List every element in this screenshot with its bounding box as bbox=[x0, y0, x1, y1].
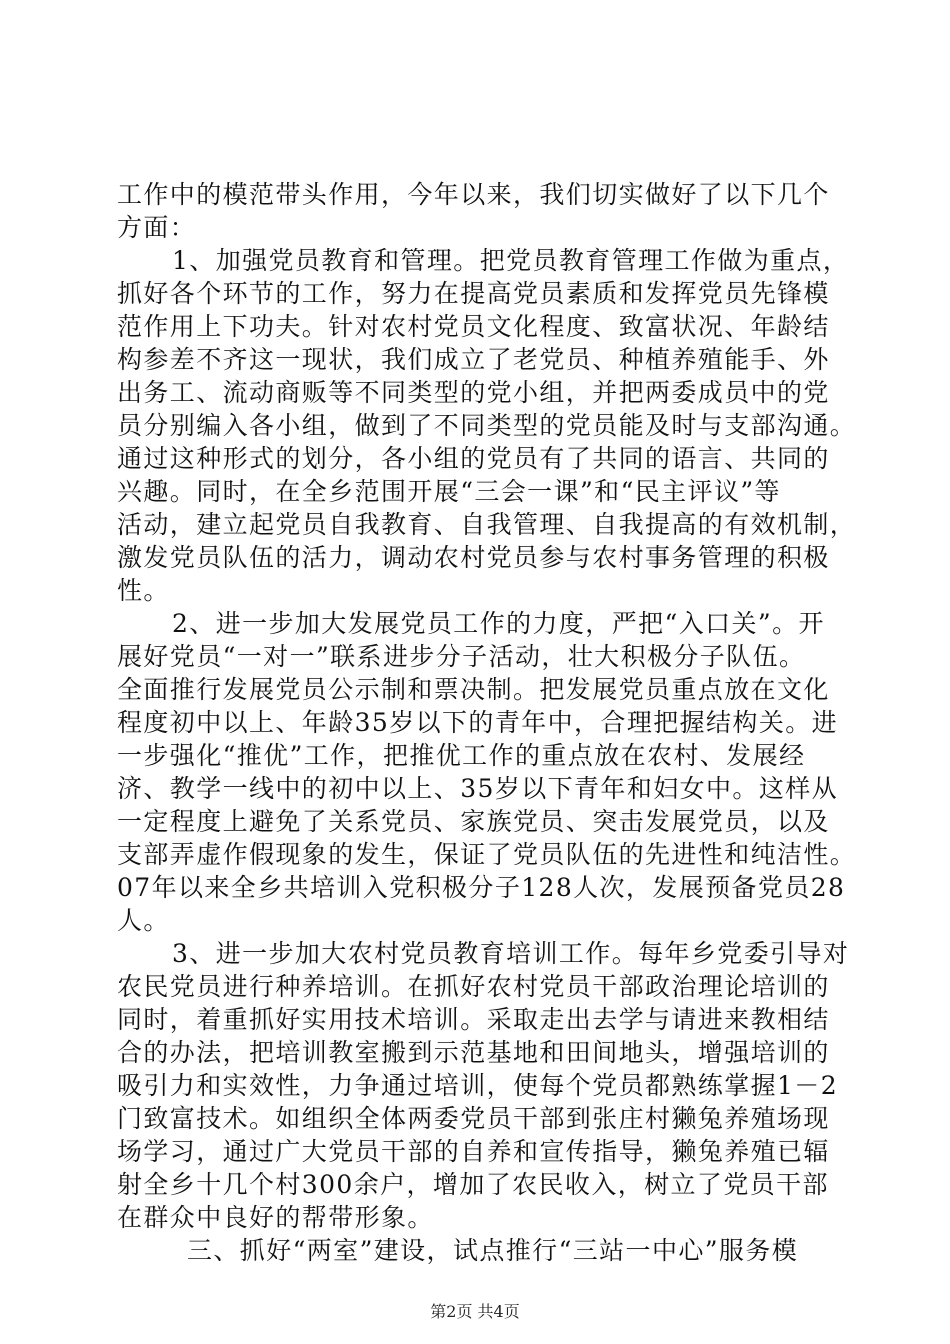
text-line: 支部弄虚作假现象的发生，保证了党员队伍的先进性和纯洁性。 bbox=[117, 840, 857, 869]
section-heading-line: 三、抓好“两室”建设，试点推行“三站一中心”服务模 bbox=[187, 1236, 799, 1265]
text-line: 门致富技术。如组织全体两委党员干部到张庄村獭兔养殖场现 bbox=[117, 1104, 830, 1133]
text-line: 通过这种形式的划分，各小组的党员有了共同的语言、共同的 bbox=[117, 444, 830, 473]
text-line: 合的办法，把培训教室搬到示范基地和田间地头，增强培训的 bbox=[117, 1038, 830, 1067]
text-line: 程度初中以上、年龄35岁以下的青年中，合理把握结构关。进 bbox=[117, 708, 839, 737]
text-line: 同时，着重抓好实用技术培训。采取走出去学与请进来教相结 bbox=[117, 1005, 830, 1034]
text-line: 场学习，通过广大党员干部的自养和宣传指导，獭兔养殖已辐 bbox=[117, 1137, 830, 1166]
text-line: 在群众中良好的帮带形象。 bbox=[117, 1203, 434, 1232]
text-line: 范作用上下功夫。针对农村党员文化程度、致富状况、年龄结 bbox=[117, 312, 830, 341]
text-line: 一步强化“推优”工作，把推优工作的重点放在农村、发展经 bbox=[117, 741, 806, 770]
text-line: 性。 bbox=[117, 576, 170, 605]
text-line: 人。 bbox=[117, 906, 170, 935]
text-line: 全面推行发展党员公示制和票决制。把发展党员重点放在文化 bbox=[117, 675, 830, 704]
text-line: 射全乡十几个村300余户，增加了农民收入，树立了党员干部 bbox=[117, 1170, 829, 1199]
text-line: 方面： bbox=[117, 213, 197, 242]
paragraph-start-line: 3、进一步加大农村党员教育培训工作。每年乡党委引导对 bbox=[172, 939, 850, 968]
text-line: 出务工、流动商贩等不同类型的党小组，并把两委成员中的党 bbox=[117, 378, 830, 407]
text-line: 农民党员进行种养培训。在抓好农村党员干部政治理论培训的 bbox=[117, 972, 830, 1001]
paragraph-start-line: 2、进一步加大发展党员工作的力度，严把“入口关”。开 bbox=[172, 609, 825, 638]
text-line: 构参差不齐这一现状，我们成立了老党员、种植养殖能手、外 bbox=[117, 345, 830, 374]
text-line: 济、教学一线中的初中以上、35岁以下青年和妇女中。这样从 bbox=[117, 774, 839, 803]
text-line: 工作中的模范带头作用，今年以来，我们切实做好了以下几个 bbox=[117, 180, 830, 209]
text-line: 员分别编入各小组，做到了不同类型的党员能及时与支部沟通。 bbox=[117, 411, 857, 440]
text-line: 抓好各个环节的工作，努力在提高党员素质和发挥党员先锋模 bbox=[117, 279, 830, 308]
text-line: 激发党员队伍的活力，调动农村党员参与农村事务管理的积极 bbox=[117, 543, 830, 572]
text-line: 兴趣。同时，在全乡范围开展“三会一课”和“民主评议”等 bbox=[117, 477, 781, 506]
text-line: 活动，建立起党员自我教育、自我管理、自我提高的有效机制， bbox=[117, 510, 857, 539]
text-line: 一定程度上避免了关系党员、家族党员、突击发展党员，以及 bbox=[117, 807, 830, 836]
text-line: 展好党员“一对一”联系进步分子活动，壮大积极分子队伍。 bbox=[117, 642, 806, 671]
text-line: 吸引力和实效性，力争通过培训，使每个党员都熟练掌握1－2 bbox=[117, 1071, 839, 1100]
page-footer: 第2页 共4页 bbox=[430, 1302, 520, 1321]
text-line: 07年以来全乡共培训入党积极分子128人次，发展预备党员28 bbox=[117, 873, 846, 902]
paragraph-start-line: 1、加强党员教育和管理。把党员教育管理工作做为重点， bbox=[172, 246, 850, 275]
